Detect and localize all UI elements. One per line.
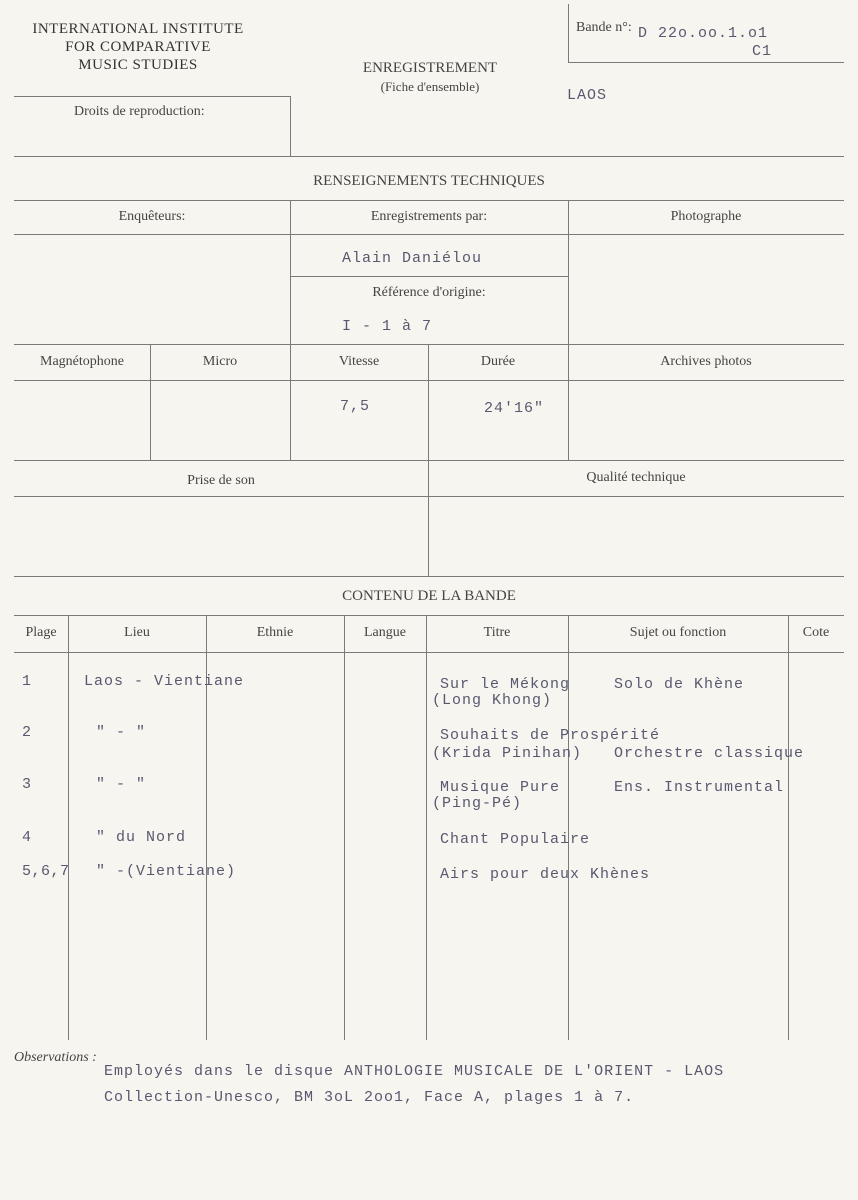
enregistrements-value: Alain Daniélou bbox=[342, 250, 483, 267]
row-titre: Souhaits de Prospérité bbox=[440, 727, 661, 744]
institute-line-3: MUSIC STUDIES bbox=[78, 57, 198, 73]
archives-label: Archives photos bbox=[660, 354, 752, 369]
col-lieu: Lieu bbox=[124, 625, 150, 640]
row-plage: 3 bbox=[22, 776, 33, 793]
row-titre: Musique Pure bbox=[440, 779, 561, 796]
col-ethnie: Ethnie bbox=[256, 625, 294, 640]
photographe-label: Photographe bbox=[670, 209, 742, 224]
row-titre: Sur le Mékong bbox=[440, 676, 571, 693]
qualite-label: Qualité technique bbox=[586, 470, 686, 485]
row-plage: 2 bbox=[22, 724, 33, 741]
row-sujet: Solo de Khène bbox=[614, 676, 745, 693]
row-sujet: Ens. Instrumental bbox=[614, 779, 785, 796]
bande-value: D 22o.oo.1.o1 bbox=[638, 25, 769, 42]
micro-label: Micro bbox=[202, 354, 238, 369]
row-lieu: " - " bbox=[96, 776, 147, 793]
bande-label: Bande n°: bbox=[576, 20, 632, 35]
magnetophone-label: Magnétophone bbox=[40, 354, 124, 369]
duree-label: Durée bbox=[480, 354, 516, 369]
row-lieu: Laos - Vientiane bbox=[84, 673, 245, 690]
row-plage: 5,6,7 bbox=[22, 863, 70, 880]
row-titre-sub: (Long Khong) bbox=[432, 692, 553, 709]
col-langue: Langue bbox=[364, 625, 406, 640]
technique-title: RENSEIGNEMENTS TECHNIQUES bbox=[313, 173, 545, 189]
row-titre-sub: (Ping-Pé) bbox=[432, 795, 523, 812]
row-titre-sub: (Krida Pinihan) bbox=[432, 745, 583, 762]
contenu-title: CONTENU DE LA BANDE bbox=[342, 588, 516, 604]
row-plage: 1 bbox=[22, 673, 33, 690]
bande-code: C1 bbox=[752, 43, 773, 60]
col-plage: Plage bbox=[25, 625, 57, 640]
institute-name bbox=[12, 20, 264, 74]
prise-label: Prise de son bbox=[187, 473, 255, 488]
duree-value: 24'16" bbox=[484, 400, 545, 417]
enqueteurs-label: Enquêteurs: bbox=[118, 209, 186, 224]
row-lieu: " du Nord bbox=[96, 829, 187, 846]
row-titre: Airs pour deux Khènes bbox=[440, 866, 651, 883]
institute-line-1: INTERNATIONAL INSTITUTE bbox=[32, 21, 244, 37]
row-titre: Chant Populaire bbox=[440, 831, 591, 848]
reference-label: Référence d'origine: bbox=[372, 285, 486, 300]
reference-value: I - 1 à 7 bbox=[342, 318, 433, 335]
enregistrements-label: Enregistrements par: bbox=[370, 209, 488, 224]
vitesse-value: 7,5 bbox=[340, 398, 371, 415]
row-plage: 4 bbox=[22, 829, 33, 846]
col-titre: Titre bbox=[483, 625, 511, 640]
form-title: ENREGISTREMENT bbox=[362, 60, 498, 76]
row-lieu: " -(Vientiane) bbox=[96, 863, 237, 880]
vitesse-label: Vitesse bbox=[338, 354, 380, 369]
col-cote: Cote bbox=[802, 625, 830, 640]
row-lieu: " - " bbox=[96, 724, 147, 741]
form-subtitle: (Fiche d'ensemble) bbox=[380, 79, 480, 94]
country-value: LAOS bbox=[567, 87, 608, 104]
observations-line-2: Collection-Unesco, BM 3oL 2oo1, Face A, plages 1 à 7. bbox=[104, 1089, 635, 1106]
observations-label: Observations : bbox=[14, 1050, 97, 1065]
row-sujet: Orchestre classique bbox=[614, 745, 805, 762]
col-sujet: Sujet ou fonction bbox=[629, 625, 727, 640]
institute-line-2: FOR COMPARATIVE bbox=[65, 39, 211, 55]
droits-label: Droits de reproduction: bbox=[74, 104, 205, 119]
observations-line-1: Employés dans le disque ANTHOLOGIE MUSICALE DE L'ORIENT - LAOS bbox=[104, 1063, 725, 1080]
